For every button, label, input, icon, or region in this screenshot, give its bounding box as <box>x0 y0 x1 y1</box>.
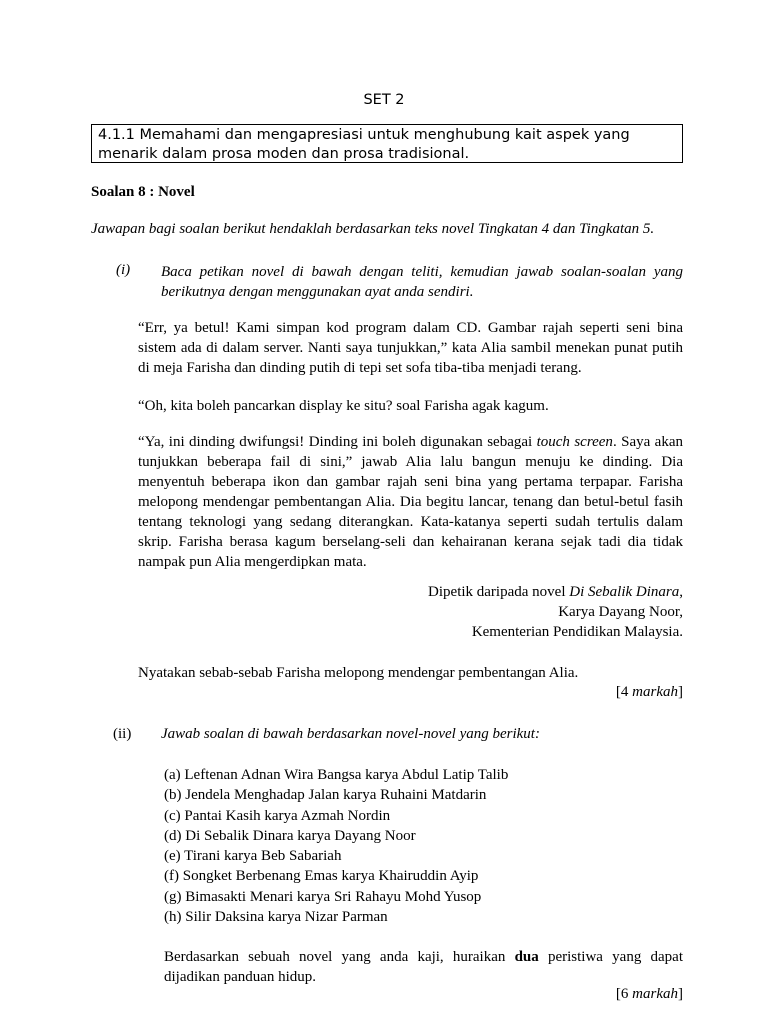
source-line-3: Kementerian Pendidikan Malaysia. <box>471 624 683 640</box>
part-i-marks: [4 markah] <box>615 684 683 700</box>
passage-italic-term: touch screen <box>536 434 613 450</box>
part-i-instruction: Baca petikan novel di bawah dengan teliti, kemudian jawab soalan-soalan yang berikutnya dengan menggunakan ayat anda sendiri. <box>161 264 683 300</box>
part-i-number: (i) <box>116 262 131 278</box>
part-ii-number: (ii) <box>113 726 132 742</box>
learning-objective-box: 4.1.1 Memahami dan mengapresiasi untuk menghubung kait aspek yang menarik dalam prosa moden dan prosa tradisional. <box>91 124 683 163</box>
list-item: (b) Jendela Menghadap Jalan karya Ruhaini Matdarin <box>164 787 487 804</box>
list-item: (g) Bimasakti Menari karya Sri Rahayu Mohd Yusop <box>164 888 482 905</box>
novel-list <box>164 765 508 927</box>
list-item: (f) Songket Berbenang Emas karya Khairuddin Ayip <box>164 868 479 885</box>
part-ii-marks: [6 markah] <box>615 986 683 1002</box>
source-line-2: Karya Dayang Noor, <box>558 604 683 620</box>
source-novel-title: Di Sebalik Dinara <box>569 584 680 600</box>
source-suffix: , <box>679 584 683 600</box>
question-text: peristiwa yang dapat dijadikan panduan hidup. <box>164 949 684 985</box>
question-bold-word: dua <box>514 949 539 965</box>
marks-number: 4 <box>620 684 629 700</box>
set-title: SET 2 <box>363 92 405 108</box>
question-text: Berdasarkan sebuah novel yang anda kaji, huraikan <box>164 949 515 965</box>
part-ii-colon: : <box>534 726 540 742</box>
passage-text: “Ya, ini dinding dwifungsi! Dinding ini boleh digunakan sebagai <box>138 434 537 450</box>
list-item: (h) Silir Daksina karya Nizar Parman <box>164 909 388 926</box>
passage-source <box>428 582 683 642</box>
list-item: (d) Di Sebalik Dinara karya Dayang Noor <box>164 827 416 844</box>
source-prefix: Dipetik daripada novel <box>428 584 570 600</box>
marks-word: markah <box>632 684 678 700</box>
part-ii-question <box>164 947 683 987</box>
list-item: (c) Pantai Kasih karya Azmah Nordin <box>164 807 391 824</box>
passage-paragraph-3 <box>138 432 683 572</box>
marks-word: markah <box>632 986 678 1002</box>
question-heading: Soalan 8 : Novel <box>91 184 195 200</box>
list-item: (a) Leftenan Adnan Wira Bangsa karya Abdul Latip Talib <box>164 767 509 783</box>
part-ii-instruction-text: Jawab soalan di bawah berdasarkan novel-novel yang berikut <box>161 726 535 742</box>
passage-paragraph-1: “Err, ya betul! Kami simpan kod program dalam CD. Gambar rajah seperti seni bina sistem ada di dalam server. Nanti saya tunjukkan,” kata Alia sambil menekan punat putih di meja Farisha dan dinding putih di tepi set sofa tiba-tiba menjadi terang. <box>138 320 683 376</box>
source-line-1 <box>428 582 683 602</box>
instruction-text: Jawapan bagi soalan berikut hendaklah berdasarkan teks novel Tingkatan 4 dan Tingkatan 5. <box>91 221 655 237</box>
passage-text: . Saya akan tunjukkan beberapa fail di sini,” jawab Alia lalu bangun menuju ke dinding. Dia menyentuh beberapa ikon dan gambar rajah seni bina yang pertama terpapar. Farisha melopong mendengar pembentangan Alia. Dia begitu lancar, tenang dan betul-betul fasih tentang teknologi yang sedang diterangkan. Kata-katanya seperti sudah tertulis dalam skrip. Farisha berasa kagum berselang-seli dan kehairanan kerana sejak tadi dia tidak nampak pun Alia mengerdipkan mata. <box>138 434 683 570</box>
list-item: (e) Tirani karya Beb Sabariah <box>164 848 342 865</box>
part-ii-instruction <box>161 726 540 743</box>
marks-number: 6 <box>620 986 629 1002</box>
part-i-question: Nyatakan sebab-sebab Farisha melopong mendengar pembentangan Alia. <box>138 665 579 681</box>
passage-paragraph-2: “Oh, kita boleh pancarkan display ke situ? soal Farisha agak kagum. <box>138 398 549 414</box>
